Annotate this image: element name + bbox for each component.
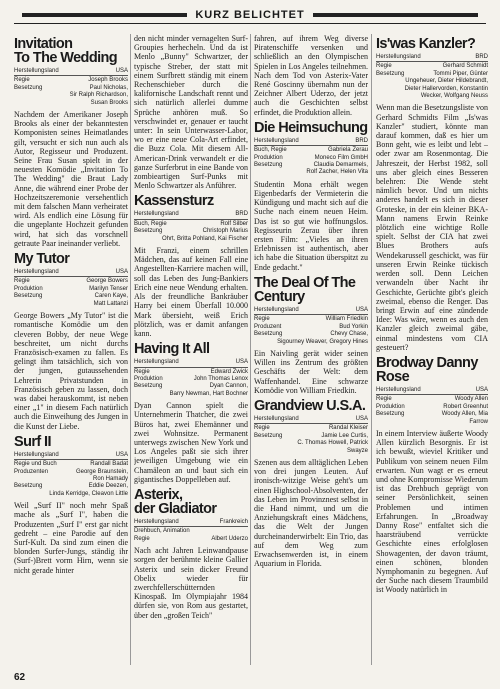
credit-line	[134, 228, 248, 235]
credit-label: Besetzung	[134, 383, 163, 390]
credit-label: Besetzung	[376, 70, 405, 77]
credit-line	[254, 169, 368, 176]
credit-value: Eddie Deezen,	[88, 483, 128, 490]
credit-label: Herstellungsland	[376, 386, 421, 393]
credit-line	[134, 391, 248, 398]
article	[134, 488, 248, 620]
credit-label: Drehbuch, Animation	[134, 528, 190, 535]
credit-value: Paul Nicholas,	[89, 84, 128, 91]
credit-label: Regie	[14, 77, 30, 84]
credits-box	[376, 387, 488, 426]
article-title	[134, 194, 248, 208]
article-title	[14, 435, 128, 449]
credit-value: Randall Badat	[90, 461, 128, 468]
credit-label: Produzent	[254, 323, 282, 330]
credit-value: BRD	[475, 54, 488, 60]
credit-line	[14, 293, 128, 300]
column-divider	[130, 34, 131, 665]
credit-line	[14, 469, 128, 476]
credit-label: Herstellungsland	[14, 451, 59, 458]
credit-line	[254, 138, 368, 146]
article-body: Weil „Surf II" noch mehr Spaß mache als „Surf I", haben die Produzenten „Surf I" erst gar nicht gedreht – eine Parodie auf den Surf-Kult. Da sind zum einen die blonden Surfer-Jungs, ständig ihr (Surf-)Brett vorm Hirn, wenn sie nicht gerade hinter	[14, 501, 128, 575]
credit-value: Ron Hamady	[92, 475, 128, 482]
article	[134, 194, 248, 338]
credit-value: Sir Ralph Richardson,	[69, 92, 128, 99]
credits-box	[254, 138, 368, 177]
credit-value: Marilyn Tenser	[89, 285, 128, 292]
article-title	[254, 121, 368, 135]
credit-value: BRD	[235, 211, 248, 218]
credit-label: Regie	[254, 425, 270, 432]
credit-value: William Friedkin	[325, 316, 368, 323]
credit-value: Dieter Hallervorden, Konstantin	[404, 85, 488, 92]
article	[376, 356, 488, 595]
column-4	[376, 34, 488, 665]
credit-label: Produzenten	[14, 468, 49, 475]
article	[134, 34, 248, 190]
credit-line	[14, 77, 128, 84]
article-body-continued: den nicht minder vernagelten Surf-Groupies herhecheln. Und da ist Menlo „Bunny" Schwartzer, der typische Streber, der statt mit einem Surfbrett ständig mit einem Rechenschieber durch die kalifornische Landschaft rennt und sich natürlich allerlei dumme Sprüche anhören muß. So verschwindet er, genauer er taucht unter: In sein Unterwasser-Labor, wo er eine neue Cola-Art erfindet, die Buzz Cola. Mit diesem All-American-Drink verwandelt er die ganze Surferbrut in eine Bande von zombieartigen Surf-Punks mit Menlo Schwartzer als Anführer.	[134, 34, 248, 191]
credits-box	[134, 359, 248, 398]
credit-line	[134, 376, 248, 383]
credit-label: Regie	[134, 535, 150, 542]
column-divider	[250, 34, 251, 665]
credit-label: Herstellungsland	[134, 211, 179, 218]
credit-value: Ungeheuer, Dieter Hildebrandt,	[405, 78, 488, 85]
credit-value: Matt Lattanzi	[93, 300, 128, 307]
credit-line	[14, 278, 128, 285]
credit-value: Swayze	[346, 447, 368, 454]
credit-value: Gerhard Schmidt	[442, 63, 488, 70]
article	[134, 342, 248, 484]
article-title-line: My Tutor	[14, 251, 70, 268]
credit-label: Produktion	[14, 285, 43, 292]
article-title-line: Century	[254, 288, 305, 305]
article-body: In einem Interview äußerte Woody Allen kürzlich Besorgnis. Er ist ich bewußt, wieviel Kritiker und Publikum von seinem neuen Film erwarten. Nun wagt er es erneut und ohne Kompromisse Wiederum ist das Drehbuch geprägt von seiner Persönlichkeit, seinen Problemen und intimen Erfahrungen. In „Broadway Danny Rose" entfaltet sich die haarsträubend verrückte Geschichte eines erfolglosen Showagenten, der davon träumt, einen schönen, blonden Nymphomanin zu begegnen. Auf der Suche nach diesem Traumbild ist Woody natürlich in	[376, 428, 488, 595]
article-title-line: Die Heimsuchung	[254, 119, 368, 136]
article-title-line: Brodway Danny	[376, 354, 478, 371]
credit-line	[14, 286, 128, 293]
credit-value: USA	[115, 269, 128, 276]
credit-line	[254, 416, 368, 424]
credit-line	[14, 301, 128, 308]
article-title	[134, 488, 248, 516]
article	[376, 37, 488, 352]
article-body: Mit Franzi, einem schrillen Mädchen, das auf keinen Fall eine Angestellten-Karriere machen will, soll das Leben des Jung-Bankiers Erich eine neue Wendung erhalten. Als der freundliche Bankräuber Harry bei einem Überfall 10.000 Mark übersieht, weiß Erich plötzlich, was er damit anfangen kann.	[134, 246, 248, 338]
credit-label: Herstellungsland	[376, 54, 421, 60]
credit-line	[134, 359, 248, 367]
credit-value: Robert Greenhut	[443, 403, 488, 410]
article	[254, 121, 368, 272]
credit-label: Produktion	[376, 403, 405, 410]
credit-value: BRD	[355, 137, 368, 144]
credits-box	[134, 211, 248, 243]
article-title-line: Having It All	[134, 341, 210, 358]
credit-line	[254, 425, 368, 432]
credits-box	[14, 269, 128, 308]
credits-box	[254, 307, 368, 346]
credit-line	[14, 100, 128, 107]
credit-line	[254, 324, 368, 331]
header-rule-left	[22, 13, 187, 17]
credit-value: Chevy Chase,	[330, 331, 368, 338]
credit-line	[254, 307, 368, 315]
credit-label: Regie und Buch	[14, 461, 57, 468]
article-body-continued: fahren, auf ihrem Weg diverse Piratenschiffe versenken und schließlich an den Olympischen Spielen in Los Angeles teilnehmen. Nach dem Tod von Asterix-Vater René Goscinny übernahm nun der Zeichner Albert Uderzo, der jetzt auch die Geschichten selbst erfindet, die Produktion allein.	[254, 34, 368, 117]
credit-value: C. Thomas Howell, Patrick	[297, 440, 368, 447]
section-header	[14, 6, 486, 24]
article	[14, 435, 128, 575]
section-title: KURZ BELICHTET	[195, 8, 305, 21]
credit-line	[376, 63, 488, 70]
credit-label: Herstellungsland	[134, 359, 179, 366]
credit-label: Besetzung	[14, 84, 43, 91]
credit-value: Susan Brooks	[90, 99, 128, 106]
credit-value: Edward Zwick	[210, 368, 248, 375]
credit-line	[14, 483, 128, 490]
credit-label: Regie	[134, 368, 150, 375]
credit-line	[254, 155, 368, 162]
article-body: Szenen aus dem alltäglichen Leben von drei jungen Leuten. Auf ironisch-witzige Weise geht's um einen Highschool-Absolventen, der das Leben im Provinznest selbst in die Hand nimmt, und um die Anziehungskraft eines Mädchens, das die Welt der Jungen durcheinanderwirbelt: Ein Trio, das auf dem Weg zum Erwachsenwerden ist, in einem Aquarium in Florida.	[254, 457, 368, 569]
credit-line	[376, 419, 488, 426]
credit-line	[14, 269, 128, 277]
credit-value: Rolf Silber	[220, 220, 248, 227]
credit-value: Rolf Zacher, Helen Vita	[306, 169, 368, 176]
credit-value: Albert Uderzo	[211, 535, 248, 542]
credit-line	[254, 448, 368, 455]
credit-value: USA	[235, 359, 248, 366]
article-title-line: Asterix,	[134, 486, 183, 503]
credit-line	[14, 92, 128, 99]
credit-label: Besetzung	[14, 293, 43, 300]
credit-value: George Braunstein,	[75, 468, 128, 475]
credit-value: USA	[115, 451, 128, 458]
credit-line	[14, 476, 128, 483]
credit-line	[254, 147, 368, 154]
credit-value: Christoph Marius	[202, 228, 248, 235]
credit-line	[254, 316, 368, 323]
credit-label: Herstellungsland	[14, 269, 59, 276]
credit-label: Besetzung	[254, 162, 283, 169]
credit-line	[254, 162, 368, 169]
credit-value: USA	[475, 386, 488, 393]
credit-line	[134, 528, 248, 535]
article-title-line: Kassensturz	[134, 193, 214, 210]
credit-value: Barry Newman, Hart Bochner	[169, 390, 248, 397]
article-title	[254, 399, 368, 413]
credit-value: Caren Kaye,	[94, 293, 128, 300]
article-body: Studentin Mona erhält wegen Eigenbedarfs der Vermieterin die Kündigung und macht sich auf die Suche nach einem neuen Heim. Das ist so gut wie hoffnungslos. Regisseurin Zerau über ihren ersten Film: „Vieles an ihren Erlebnissen ist authentisch, aber ich habe die Situation überspitzt zu Ende gedacht."	[254, 179, 368, 272]
credits-box	[14, 452, 128, 498]
article-title	[14, 37, 128, 65]
credit-value: John Thomas Lenox	[193, 375, 248, 382]
credit-label: Produktion	[134, 375, 163, 382]
article	[14, 37, 128, 248]
article-title-line: Is'was Kanzler?	[376, 36, 476, 52]
credit-line	[134, 211, 248, 219]
article-title	[376, 37, 488, 51]
article-body: Wenn man die Besetzungsliste von Gerhard Schmidts Film „Is'was Kanzler" studiert, könnte man darauf kommen, daß es hier um Bonn geht, wie es leibt und lebt – oder zwar am Rosenmontag. Die Jahreszeit, der Herbst 1982, soll uns aber gleich eines Besseren belehren: Die Wende steht nämlich bevor. Und um nichts anderes handelt es sich in dieser Groteske, in der ein kleiner BKA-Mann namens Erwin Reinke plötzlich eine wichtige Rolle spielt. Selbst der CIA hat zwei Blues Brothers aufs Wendekarussell geschickt, was für unseren Erwin Reinke tückisch werden soll. Denn Leichen verwandeln über Nacht ihr Geschichte, Gerüchte gibt's gleich zweimal, ebenso die Renger. Das bringt Erwin auf eine zündende Idee: Was wäre, wenn es auch den Kanzler gleich zweimal gäbe, einmal mindestens vom CIA gesteuert?	[376, 103, 488, 352]
credit-line	[254, 339, 368, 346]
article-title-line: Surf II	[14, 433, 51, 450]
article-body: Dyan Cannon spielt die Unternehmerin Thatcher, die zwei Büros hat, zwei Ehemänner und zwei Wohnsitze. Permanent unterwegs zwischen New York und Los Angeles paßt sie sich ihrer jeweiligen Umgebung wie ein Chamäleon an und baut sich ein gigantisches Doppelleben auf.	[134, 401, 248, 484]
credit-value: Frankreich	[219, 518, 248, 525]
credit-value: Randal Kleiser	[328, 425, 368, 432]
credit-label: Regie	[254, 316, 270, 323]
credit-value: Linda Kerridge, Cleavon Little	[49, 490, 128, 497]
credit-label: Produktion	[254, 154, 283, 161]
credit-line	[14, 85, 128, 92]
credit-line	[254, 440, 368, 447]
article	[254, 276, 368, 395]
credit-line	[134, 536, 248, 543]
credit-value: Gabriela Zerau	[327, 147, 368, 154]
credit-line	[134, 519, 248, 527]
credit-line	[254, 331, 368, 338]
credit-line	[376, 396, 488, 403]
article-body: Nach acht Jahren Leinwandpause sorgen der berühmte kleine Gallier Asterix und sein dicker Freund Obelix wieder für zwerchfellerschütternden Kinospaß. Im Olympiajahr 1984 dürfen sie, von Rom aus gestartet, über den „großen Teich"	[134, 546, 248, 620]
credit-label: Herstellungsland	[14, 68, 59, 74]
article-title	[134, 342, 248, 356]
credit-line	[14, 491, 128, 498]
credits-box	[254, 416, 368, 455]
article-title-line: der Gladiator	[134, 500, 217, 517]
credit-line	[376, 78, 488, 85]
credit-value: Jamie Lee Curtis,	[321, 432, 368, 439]
credit-value: USA	[355, 306, 368, 313]
article-body: Ein Naivling gerät wider seinen Willen ins Zentrum des größten Geschäfts der Welt: dem Waffenhandel. Eine schwarze Komödie von William Friedkin.	[254, 348, 368, 395]
credit-value: Woody Allen, Mia	[441, 411, 488, 418]
credit-label: Besetzung	[14, 483, 43, 490]
credit-line	[376, 404, 488, 411]
credit-value: Farrow	[469, 418, 488, 425]
credit-line	[376, 71, 488, 78]
credit-label: Herstellungsland	[134, 518, 179, 525]
article-title-line: Invitation	[14, 36, 73, 52]
credit-label: Herstellungsland	[254, 306, 299, 313]
credit-value: Moneco Film GmbH	[314, 154, 368, 161]
article-title-line: Rose	[376, 368, 410, 385]
credit-label: Besetzung	[254, 331, 283, 338]
credit-label: Regie	[376, 396, 392, 403]
credit-label: Buch, Regie	[134, 220, 167, 227]
credit-line	[134, 369, 248, 376]
article	[14, 252, 128, 431]
credit-value: George Bowers	[86, 278, 128, 285]
credit-line	[134, 236, 248, 243]
credit-value: Sigourney Weaver, Gregory Hines	[277, 338, 368, 345]
credit-line	[376, 93, 488, 100]
credit-line	[376, 411, 488, 418]
credit-line	[376, 86, 488, 93]
article-title	[254, 276, 368, 304]
credit-label: Herstellungsland	[254, 415, 299, 422]
article	[254, 34, 368, 117]
credit-line	[134, 383, 248, 390]
article-title	[14, 252, 128, 266]
credits-box	[14, 68, 128, 107]
credit-value: Ohrt, Britta Pohland, Kai Fischer	[161, 235, 248, 242]
credit-label: Regie	[376, 63, 392, 70]
article-body: George Bowers „My Tutor" ist die romantische Komödie um den cleveren Bobby, der neue Wege beschreitet, um nicht durchs Französisch-examen zu fallen. Es gelingt ihm tatsächlich, sich von der jungen, gutaussehenden Lehrerin Privatstunden in Französisch geben zu lassen, doch was dabei herauskommt, ist neben einer „1" in diesem Fach natürlich auch die Einweihung des Jungen in die Kunst der Liebe.	[14, 311, 128, 431]
credit-line	[376, 54, 488, 62]
column-divider	[371, 34, 372, 665]
column-2	[134, 34, 248, 665]
credit-value: Woody Allen	[454, 396, 488, 403]
column-1	[14, 34, 128, 665]
credit-value: USA	[355, 415, 368, 422]
credit-value: Bud Yorkin	[339, 323, 368, 330]
credit-line	[14, 68, 128, 76]
article-title-line: The Deal Of The	[254, 274, 356, 291]
credit-line	[14, 461, 128, 468]
credit-label: Herstellungsland	[254, 137, 299, 144]
credit-line	[134, 221, 248, 228]
article-title	[376, 356, 488, 384]
article	[254, 399, 368, 568]
credit-label: Buch, Regie	[254, 147, 287, 154]
credit-value: Joseph Brooks	[88, 77, 128, 84]
article-body: Nachdem der Amerikaner Joseph Brooks als einer der bekanntesten Komponisten seines Heimatlandes gilt, versucht er sich nun auch als Autor, Regisseur und Produzent. Seine Frau Susan spielt in der neuesten Komödie „Invitation To The Wedding" die Braut Lady Anne, die während einer Probe der Hochzeitszeremonie versehentlich mit dem falschen Mann verheiratet wird. Als endlich eine Lösung für die ungeplante Hochzeit gefunden wird, hat sich das vorschnell getraute Paar ineinander verliebt.	[14, 110, 128, 248]
credit-value: USA	[115, 68, 128, 74]
credits-box	[134, 519, 248, 543]
page-number: 62	[14, 672, 26, 683]
credit-label: Besetzung	[134, 228, 163, 235]
article-title-line: To The Wedding	[14, 50, 118, 66]
credit-value: Dyan Cannon,	[209, 383, 248, 390]
article-title-line: Grandview U.S.A.	[254, 397, 366, 414]
credit-value: Tommi Piper, Günter	[433, 70, 488, 77]
credit-label: Regie	[14, 278, 30, 285]
header-rule-right	[313, 13, 478, 17]
column-3	[254, 34, 368, 665]
credit-line	[14, 452, 128, 460]
credits-box	[376, 54, 488, 100]
credit-label: Besetzung	[376, 411, 405, 418]
credit-label: Besetzung	[254, 432, 283, 439]
credit-value: Claudia Demarmels,	[313, 162, 368, 169]
credit-line	[254, 433, 368, 440]
credit-line	[376, 387, 488, 395]
credit-value: Wecker, Wolfgang Neuss	[420, 93, 488, 100]
